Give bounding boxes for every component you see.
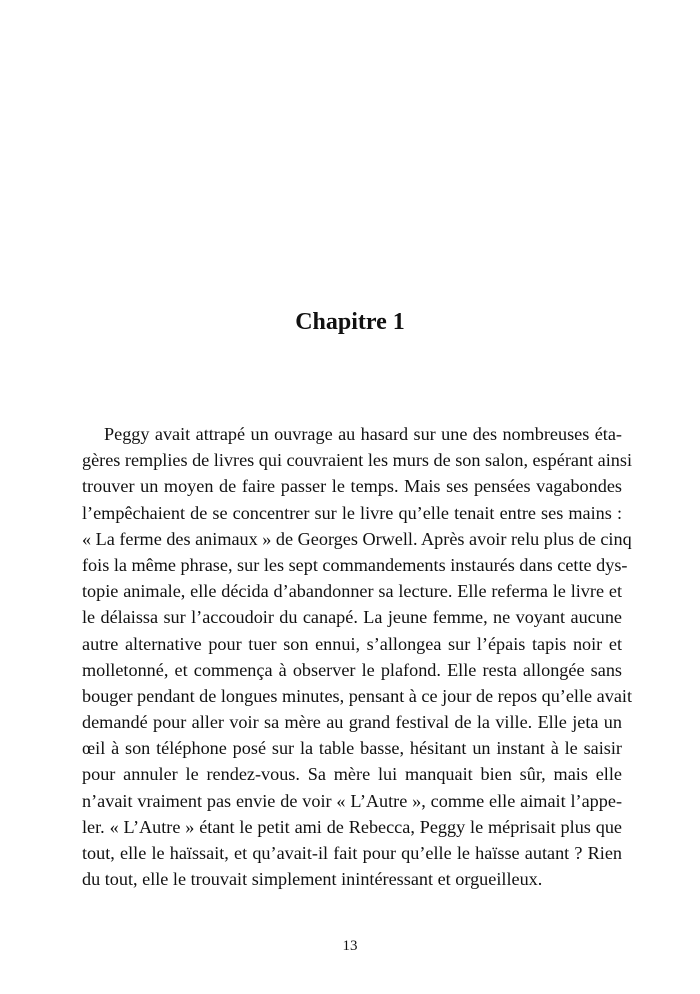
paragraph-line: gères remplies de livres qui couvraient les murs de son salon, espérant ainsi: [82, 450, 633, 471]
paragraph-line: l’empêchaient de se concentrer sur le livre qu’elle tenait entre ses mains :: [82, 502, 622, 523]
paragraph-line: demandé pour aller voir sa mère au grand festival de la ville. Elle jeta un: [82, 712, 622, 733]
page-number: 13: [342, 938, 358, 954]
paragraph-line: « La ferme des animaux » de Georges Orwell. Après avoir relu plus de cinq: [82, 528, 632, 549]
paragraph-line: Peggy avait attrapé un ouvrage au hasard sur une des nombreuses éta-: [104, 424, 622, 444]
paragraph-line: pour annuler le rendez-vous. Sa mère lui manquait bien sûr, mais elle: [82, 764, 622, 785]
paragraph-line: tout, elle le haïssait, et qu’avait-il fait pour qu’elle le haïsse autant ? Rien: [82, 843, 622, 863]
paragraph-line: ler. « L’Autre » étant le petit ami de Rebecca, Peggy le méprisait plus que: [82, 816, 622, 837]
paragraph-line: molletonné, et commença à observer le plafond. Elle resta allongée sans: [82, 659, 622, 680]
paragraph-line: n’avait vraiment pas envie de voir « L’Autre », comme elle aimait l’appe-: [82, 790, 622, 811]
paragraph-line: fois la même phrase, sur les sept commandements instaurés dans cette dys-: [82, 554, 628, 575]
paragraph-line: topie animale, elle décida d’abandonner sa lecture. Elle referma le livre et: [82, 581, 622, 602]
paragraph-line: le délaissa sur l’accoudoir du canapé. La jeune femme, ne voyant aucune: [82, 607, 622, 628]
paragraph-line: autre alternative pour tuer son ennui, s’allongea sur l’épais tapis noir et: [82, 633, 622, 654]
paragraph-line: œil à son téléphone posé sur la table basse, hésitant un instant à le saisir: [82, 738, 622, 759]
paragraph-line: du tout, elle le trouvait simplement inintéressant et orgueilleux.: [82, 869, 543, 890]
paragraph-line: trouver un moyen de faire passer le temps. Mais ses pensées vagabondes: [82, 476, 622, 497]
chapter-paragraph: [82, 421, 633, 892]
chapter-title: Chapitre 1: [295, 309, 405, 335]
paragraph-line: bouger pendant de longues minutes, pensant à ce jour de repos qu’elle avait: [82, 685, 632, 706]
